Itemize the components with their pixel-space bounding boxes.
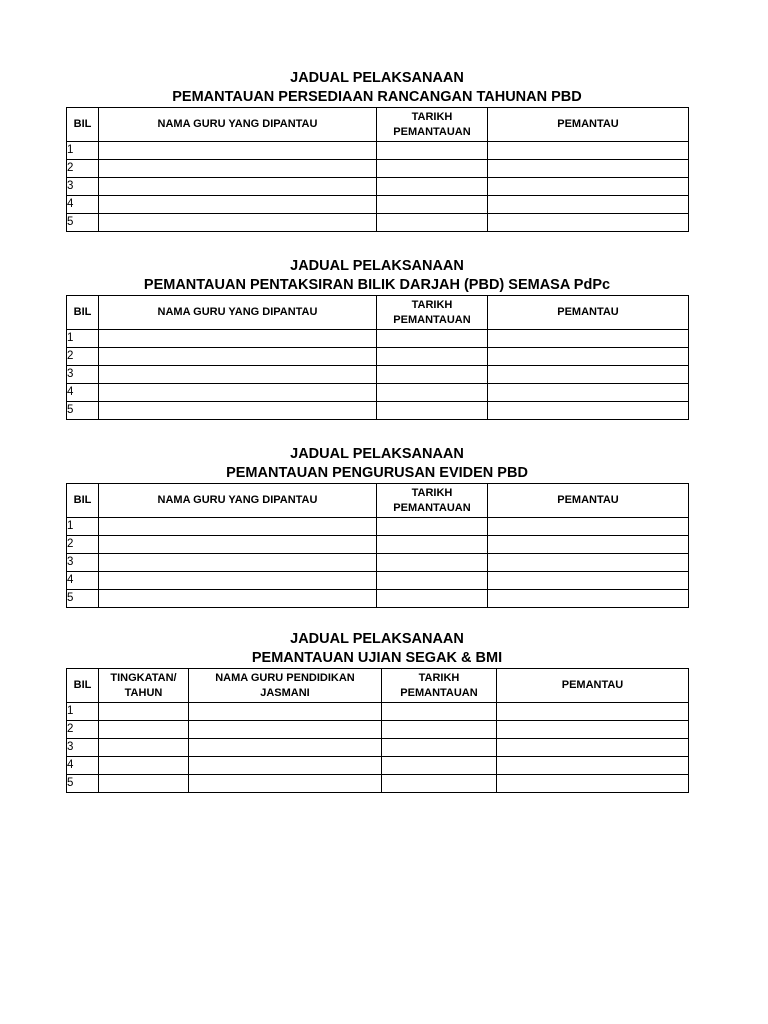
header-bil: BIL — [67, 108, 99, 142]
cell-tarikh[interactable] — [377, 384, 488, 402]
schedule-block-3 — [66, 445, 688, 608]
schedule-block-1 — [66, 69, 688, 232]
table-row — [67, 214, 689, 232]
header-nama-guru: NAMA GURU YANG DIPANTAU — [99, 296, 377, 330]
header-tarikh: TARIKH PEMANTAUAN — [382, 669, 497, 703]
header-nama-guru: NAMA GURU YANG DIPANTAU — [99, 484, 377, 518]
schedule-table — [66, 668, 689, 793]
row-number: 3 — [67, 178, 99, 196]
header-pemantau: PEMANTAU — [488, 108, 689, 142]
cell-tarikh[interactable] — [377, 178, 488, 196]
table-title-line-2: PEMANTAUAN UJIAN SEGAK & BMI — [251, 650, 503, 666]
cell-tarikh[interactable] — [377, 142, 488, 160]
cell-pemantau[interactable] — [488, 160, 689, 178]
cell-pemantau[interactable] — [497, 721, 689, 739]
cell-tingkatan[interactable] — [99, 703, 189, 721]
schedule-table — [66, 483, 689, 608]
cell-pemantau[interactable] — [488, 554, 689, 572]
table-row — [67, 554, 689, 572]
cell-pemantau[interactable] — [488, 518, 689, 536]
schedule-block-4 — [66, 630, 688, 793]
table-row — [67, 775, 689, 793]
cell-nama[interactable] — [189, 703, 382, 721]
table-row — [67, 721, 689, 739]
row-number: 1 — [67, 142, 99, 160]
table-row — [67, 402, 689, 420]
cell-pemantau[interactable] — [488, 178, 689, 196]
cell-pemantau[interactable] — [488, 384, 689, 402]
row-number: 4 — [67, 757, 99, 775]
cell-pemantau[interactable] — [488, 590, 689, 608]
cell-tarikh[interactable] — [382, 775, 497, 793]
cell-nama[interactable] — [99, 384, 377, 402]
table-row — [67, 178, 689, 196]
cell-tarikh[interactable] — [382, 703, 497, 721]
cell-pemantau[interactable] — [488, 142, 689, 160]
cell-tarikh[interactable] — [377, 572, 488, 590]
cell-nama[interactable] — [99, 196, 377, 214]
cell-nama[interactable] — [189, 739, 382, 757]
cell-tarikh[interactable] — [377, 554, 488, 572]
cell-nama[interactable] — [99, 366, 377, 384]
table-row — [67, 703, 689, 721]
cell-tarikh[interactable] — [382, 757, 497, 775]
cell-tarikh[interactable] — [377, 590, 488, 608]
cell-pemantau[interactable] — [488, 348, 689, 366]
cell-tarikh[interactable] — [377, 518, 488, 536]
row-number: 2 — [67, 536, 99, 554]
cell-nama[interactable] — [99, 160, 377, 178]
cell-pemantau[interactable] — [488, 214, 689, 232]
table-row — [67, 348, 689, 366]
header-tarikh: TARIKH PEMANTAUAN — [377, 108, 488, 142]
row-number: 4 — [67, 384, 99, 402]
row-number: 1 — [67, 703, 99, 721]
cell-nama[interactable] — [99, 536, 377, 554]
cell-tingkatan[interactable] — [99, 739, 189, 757]
header-bil: BIL — [67, 296, 99, 330]
cell-tingkatan[interactable] — [99, 775, 189, 793]
cell-nama[interactable] — [99, 572, 377, 590]
table-title-line-1: JADUAL PELAKSANAAN — [290, 258, 464, 274]
cell-pemantau[interactable] — [488, 572, 689, 590]
table-row — [67, 572, 689, 590]
cell-tarikh[interactable] — [377, 330, 488, 348]
cell-nama[interactable] — [189, 721, 382, 739]
row-number: 2 — [67, 160, 99, 178]
cell-pemantau[interactable] — [488, 196, 689, 214]
row-number: 4 — [67, 572, 99, 590]
table-row — [67, 196, 689, 214]
table-row — [67, 330, 689, 348]
header-pemantau: PEMANTAU — [488, 484, 689, 518]
header-pemantau: PEMANTAU — [497, 669, 689, 703]
cell-tarikh[interactable] — [377, 160, 488, 178]
cell-nama[interactable] — [99, 142, 377, 160]
row-number: 1 — [67, 330, 99, 348]
cell-tarikh[interactable] — [377, 214, 488, 232]
row-number: 3 — [67, 739, 99, 757]
row-number: 4 — [67, 196, 99, 214]
cell-tingkatan[interactable] — [99, 757, 189, 775]
row-number: 2 — [67, 721, 99, 739]
row-number: 3 — [67, 554, 99, 572]
cell-nama[interactable] — [99, 554, 377, 572]
header-tarikh: TARIKH PEMANTAUAN — [377, 296, 488, 330]
row-number: 3 — [67, 366, 99, 384]
cell-nama[interactable] — [99, 214, 377, 232]
schedule-table — [66, 295, 689, 420]
table-row — [67, 142, 689, 160]
row-number: 2 — [67, 348, 99, 366]
table-row — [67, 160, 689, 178]
table-title-line-2: PEMANTAUAN PERSEDIAAN RANCANGAN TAHUNAN PBD — [172, 89, 582, 105]
header-tarikh: TARIKH PEMANTAUAN — [377, 484, 488, 518]
table-row — [67, 366, 689, 384]
header-nama-guru-pendidikan-jasmani: NAMA GURU PENDIDIKAN JASMANI — [189, 669, 382, 703]
cell-nama[interactable] — [99, 518, 377, 536]
cell-nama[interactable] — [99, 590, 377, 608]
cell-nama[interactable] — [99, 330, 377, 348]
table-row — [67, 384, 689, 402]
cell-tarikh[interactable] — [377, 196, 488, 214]
table-title-line-1: JADUAL PELAKSANAAN — [290, 446, 464, 462]
row-number: 5 — [67, 590, 99, 608]
cell-nama[interactable] — [99, 402, 377, 420]
cell-tarikh[interactable] — [382, 739, 497, 757]
cell-tingkatan[interactable] — [99, 721, 189, 739]
cell-pemantau[interactable] — [497, 739, 689, 757]
cell-tarikh[interactable] — [377, 348, 488, 366]
row-number: 5 — [67, 214, 99, 232]
cell-pemantau[interactable] — [488, 330, 689, 348]
header-nama-guru: NAMA GURU YANG DIPANTAU — [99, 108, 377, 142]
header-bil: BIL — [67, 669, 99, 703]
table-row — [67, 536, 689, 554]
cell-pemantau[interactable] — [488, 536, 689, 554]
table-title-line-1: JADUAL PELAKSANAAN — [290, 70, 464, 86]
header-tingkatan-tahun: TINGKATAN/ TAHUN — [99, 669, 189, 703]
cell-pemantau[interactable] — [488, 366, 689, 384]
cell-nama[interactable] — [189, 757, 382, 775]
row-number: 5 — [67, 402, 99, 420]
header-bil: BIL — [67, 484, 99, 518]
row-number: 1 — [67, 518, 99, 536]
cell-tarikh[interactable] — [382, 721, 497, 739]
header-pemantau: PEMANTAU — [488, 296, 689, 330]
cell-tarikh[interactable] — [377, 536, 488, 554]
table-row — [67, 518, 689, 536]
table-row — [67, 757, 689, 775]
table-title-line-2: PEMANTAUAN PENGURUSAN EVIDEN PBD — [226, 465, 528, 481]
cell-pemantau[interactable] — [497, 703, 689, 721]
schedule-table — [66, 107, 689, 232]
row-number: 5 — [67, 775, 99, 793]
cell-nama[interactable] — [99, 348, 377, 366]
table-title-line-2: PEMANTAUAN PENTAKSIRAN BILIK DARJAH (PBD) SEMASA PdPc — [143, 277, 611, 293]
cell-pemantau[interactable] — [488, 402, 689, 420]
cell-nama[interactable] — [99, 178, 377, 196]
table-row — [67, 590, 689, 608]
table-title-line-1: JADUAL PELAKSANAAN — [290, 631, 464, 647]
cell-tarikh[interactable] — [377, 402, 488, 420]
cell-pemantau[interactable] — [497, 775, 689, 793]
cell-nama[interactable] — [189, 775, 382, 793]
cell-tarikh[interactable] — [377, 366, 488, 384]
schedule-block-2 — [66, 257, 688, 420]
cell-pemantau[interactable] — [497, 757, 689, 775]
table-row — [67, 739, 689, 757]
